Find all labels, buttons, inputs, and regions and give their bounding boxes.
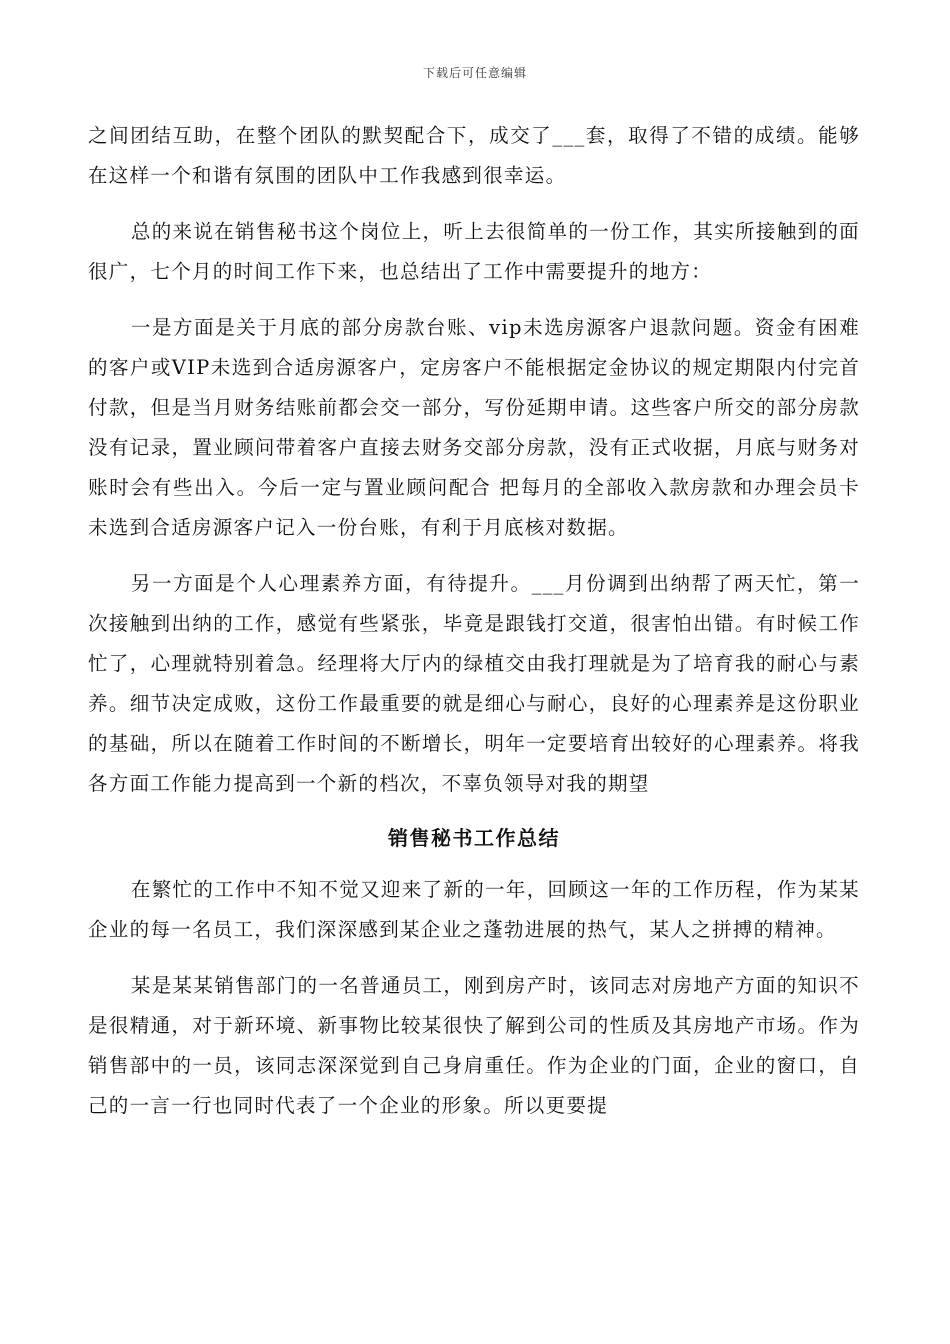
document-body bbox=[88, 116, 860, 1126]
paragraph-employee-intro: 某是某某销售部门的一名普通员工，刚到房产时，该同志对房地产方面的知识不是很精通，对于新环境、新事物比较某很快了解到公司的性质及其房地产市场。作为销售部中的一员，该同志深深觉到自己身肩重任。作为企业的门面，企业的窗口，自己的一言一行也同时代表了一个企业的形象。所以更要提 bbox=[88, 974, 860, 1117]
section-title: 销售秘书工作总结 bbox=[388, 826, 560, 850]
paragraph-new-year: 在繁忙的工作中不知不觉又迎来了新的一年，回顾这一年的工作历程，作为某某企业的每一名员工，我们深深感到某企业之蓬勃进展的热气，某人之拼搏的精神。 bbox=[88, 878, 860, 941]
paragraph-first-aspect: 一是方面是关于月底的部分房款台账、vip未选房源客户退款问题。资金有困难的客户或VIP未选到合适房源客户，定房客户不能根据定金协议的规定期限内付完首付款，但是当月财务结账前都会交一部分，写份延期申请。这些客户所交的部分房款没有记录，置业顾问带着客户直接去财务交部分房款，没有正式收据，月底与财务对账时会有些出入。今后一定与置业顾问配合 把每月的全部收入款房款和办理会员卡未选到合适房源客户记入一份台账，有利于月底核对数据。 bbox=[88, 316, 860, 539]
paragraph-continuation: 之间团结互助，在整个团队的默契配合下，成交了___套，取得了不错的成绩。能够在这样一个和谐有氛围的团队中工作我感到很幸运。 bbox=[88, 124, 860, 187]
paragraph-summary-intro: 总的来说在销售秘书这个岗位上，听上去很简单的一份工作，其实所接触到的面很广，七个月的时间工作下来，也总结出了工作中需要提升的地方： bbox=[88, 220, 860, 283]
page-header: 下载后可任意编辑 bbox=[422, 66, 527, 80]
paragraph-second-aspect: 另一方面是个人心理素养方面，有待提升。___月份调到出纳帮了两天忙，第一次接触到出纳的工作，感觉有些紧张，毕竟是跟钱打交道，很害怕出错。有时候工作忙了，心理就特别着急。经理将大厅内的绿植交由我打理就是为了培育我的耐心与素养。细节决定成败，这份工作最重要的就是细心与耐心，良好的心理素养是这份职业的基础，所以在随着工作时间的不断增长，明年一定要培育出较好的心理素养。将我各方面工作能力提高到一个新的档次，不辜负领导对我的期望 bbox=[88, 572, 860, 795]
